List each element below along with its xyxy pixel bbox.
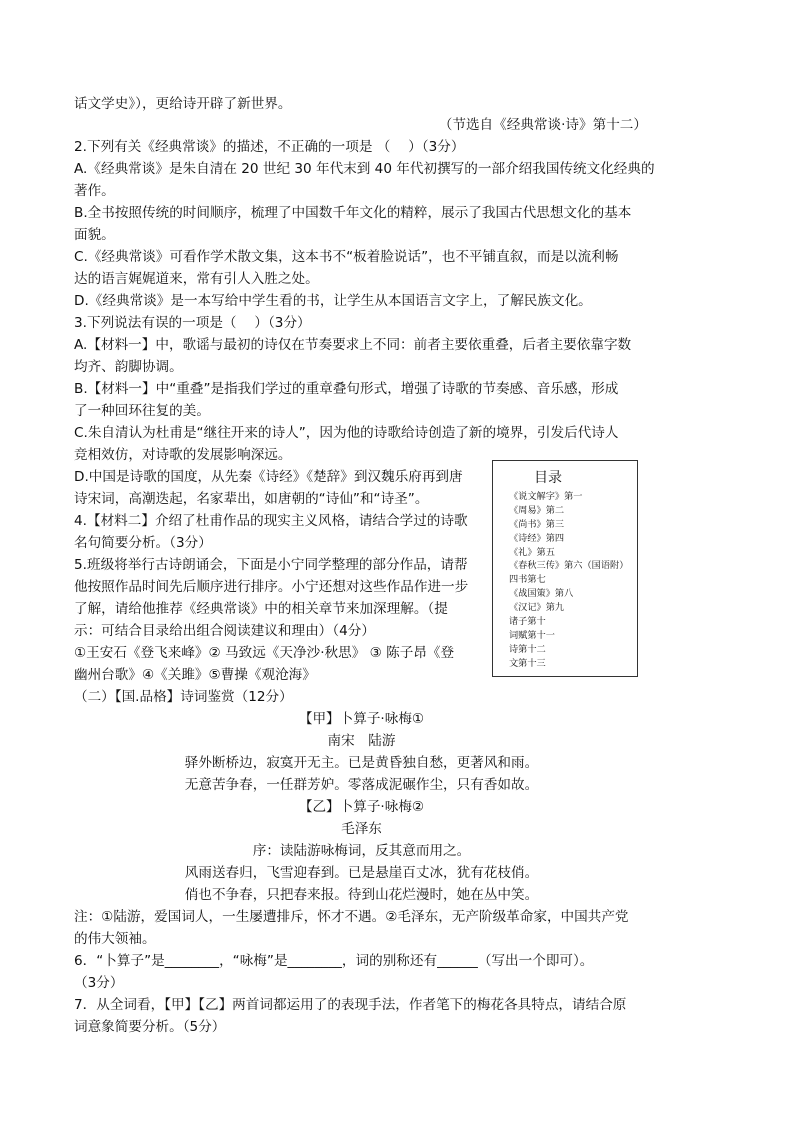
- option-d: D.中国是诗歌的国度，从先秦《诗经》《楚辞》到汉魏乐府再到唐: [74, 469, 463, 485]
- toc-item: 诸子第十: [509, 616, 546, 628]
- option-a: A.【材料一】中，歌谣与最初的诗仅在节奏要求上不同：前者主要依重叠，后者主要依靠字数: [74, 337, 632, 353]
- question-3: 3.下列说法有误的一项是（ ）（3分）: [74, 315, 311, 331]
- option-b-cont: 了一种回环往复的美。: [74, 403, 210, 419]
- poem-b-line: 风雨送春归，飞雪迎春到。已是悬崖百丈冰，犹有花枝俏。: [184, 865, 539, 881]
- toc-item: 诗第十二: [509, 643, 546, 655]
- question-5-cont: 了解，请给他推荐《经典常谈》中的相关章节来加深理解。（提: [74, 601, 448, 617]
- poem-b-line: 俏也不争春，只把春来报。待到山花烂漫时，她在丛中笑。: [184, 887, 539, 903]
- question-6: 6．“卜算子”是________，“咏梅”是________，词的别称还有______（写出一个即可）。: [74, 953, 594, 969]
- question-7-cont: 词意象简要分析。（5分）: [74, 1019, 226, 1035]
- notes: 注：①陆游，爱国词人，一生屡遭排斥，怀才不遇。②毛泽东，无产阶级革命家，中国共产党: [74, 909, 629, 925]
- toc-title: 目录: [534, 470, 562, 486]
- option-a: A.《经典常谈》是朱自清在 20 世纪 30 年代末到 40 年代初撰写的一部介绍我国传统文化经典的: [74, 161, 655, 177]
- text-line: 话文学史》），更给诗开辟了新世界。: [74, 96, 292, 112]
- table-of-contents-box: [492, 460, 638, 677]
- question-7: 7．从全词看，【甲】【乙】两首词都运用了的表现手法，作者笔下的梅花各具特点，请结合原: [74, 997, 627, 1013]
- toc-item: 《战国策》第八: [509, 588, 574, 600]
- option-a-cont: 著作。: [74, 183, 115, 199]
- toc-item: 《礼》第五: [509, 546, 555, 558]
- source-citation: （节选自《经典常谈·诗》第十二）: [438, 117, 647, 133]
- question-6-score: （3分）: [74, 975, 124, 991]
- option-b: B.【材料一】中“重叠”是指我们学过的重章叠句形式，增强了诗歌的节奏感、音乐感，形成: [74, 381, 619, 397]
- toc-item: 《汉记》第九: [509, 602, 565, 614]
- toc-item: 文第十三: [509, 657, 546, 669]
- question-5-works-cont: 幽州台歌》④《关雎》⑤曹操《观沧海》: [74, 667, 316, 683]
- notes-cont: 的伟大领袖。: [74, 931, 156, 947]
- toc-item: 词赋第十一: [509, 629, 555, 641]
- toc-item: 四书第七: [509, 574, 546, 586]
- poem-b-preface: 序：读陆游咏梅词，反其意而用之。: [252, 843, 471, 859]
- toc-item: 《尚书》第三: [509, 518, 565, 530]
- question-5-cont: 他按照作品时间先后顺序进行排序。小宁还想对这些作品作进一步: [74, 579, 469, 595]
- question-5-works: ①王安石《登飞来峰》② 马致远《天净沙·秋思》 ③ 陈子昂《登: [74, 645, 455, 661]
- poem-b-title: 【乙】卜算子·咏梅②: [298, 799, 425, 815]
- option-a-cont: 均齐、韵脚协调。: [74, 359, 183, 375]
- option-d: D.《经典常谈》是一本写给中学生看的书，让学生从本国语言文字上，了解民族文化。: [74, 293, 592, 309]
- poem-a-line: 驿外断桥边，寂寞开无主。已是黄昏独自愁，更著风和雨。: [184, 755, 539, 771]
- option-b-cont: 面貌。: [74, 227, 115, 243]
- poem-b-author: 毛泽东: [341, 821, 382, 837]
- toc-item: 《说文解字》第一: [509, 491, 583, 502]
- option-b: B.全书按照传统的时间顺序，梳理了中国数千年文化的精粹，展示了我国古代思想文化的基本: [74, 205, 632, 221]
- question-4-cont: 名句简要分析。（3分）: [74, 535, 212, 551]
- option-c: C.《经典常谈》可看作学术散文集，这本书不“板着脸说话”，也不平铺直叙，而是以流利畅: [74, 249, 619, 265]
- question-5: 5.班级将举行古诗朗诵会，下面是小宁同学整理的部分作品，请帮: [74, 557, 468, 573]
- question-4: 4.【材料二】介绍了杜甫作品的现实主义风格，请结合学过的诗歌: [74, 513, 468, 529]
- toc-item: 《周易》第二: [509, 504, 565, 516]
- section-heading: （二）【国.品格】诗词鉴赏（12分）: [74, 689, 293, 705]
- option-c-cont: 达的语言娓娓道来，常有引人入胜之处。: [74, 271, 319, 287]
- poem-a-author: 南宋 陆游: [327, 733, 396, 749]
- question-5-cont: 示：可结合目录给出组合阅读建议和理由）（4分）: [74, 623, 375, 639]
- poem-a-line: 无意苦争春，一任群芳妒。零落成泥碾作尘，只有香如故。: [184, 777, 539, 793]
- toc-item: 《诗经》第四: [509, 532, 565, 544]
- question-2: 2.下列有关《经典常谈》的描述，不正确的一项是 （ ）（3分）: [74, 139, 465, 155]
- option-c-cont: 竞相效仿，对诗歌的发展影响深远。: [74, 447, 292, 463]
- poem-a-title: 【甲】卜算子·咏梅①: [298, 711, 425, 727]
- toc-list: [509, 490, 628, 671]
- option-d-cont: 诗宋词，高潮迭起，名家辈出，如唐朝的“诗仙”和“诗圣”。: [74, 491, 429, 507]
- toc-item: 《春秋三传》第六（国语附）: [509, 560, 629, 572]
- option-c: C.朱自清认为杜甫是“继往开来的诗人”，因为他的诗歌给诗创造了新的境界，引发后代诗人: [74, 425, 619, 441]
